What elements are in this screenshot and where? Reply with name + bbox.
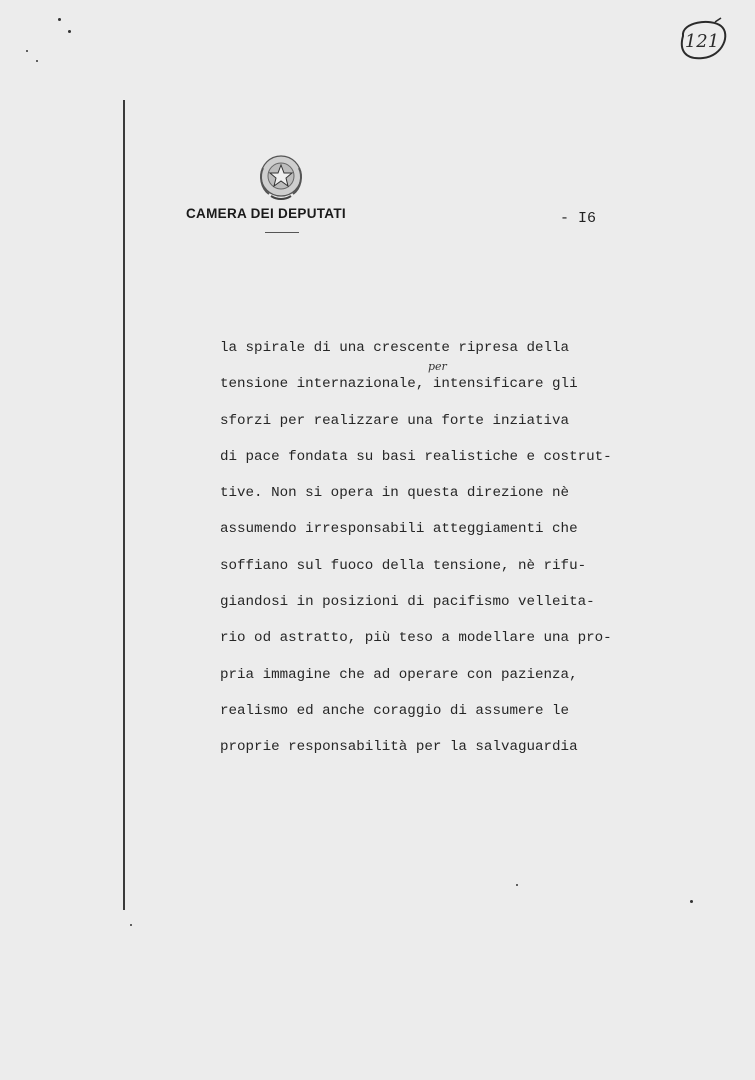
text-line: sforzi per realizzare una forte inziativa bbox=[220, 412, 570, 429]
text-line: assumendo irresponsabili atteggiamenti che bbox=[220, 521, 578, 538]
italian-republic-emblem-icon bbox=[255, 150, 307, 204]
typewritten-body bbox=[220, 330, 700, 766]
institution-heading: CAMERA DEI DEPUTATI bbox=[186, 206, 346, 221]
scan-speck bbox=[36, 60, 38, 62]
scan-speck bbox=[690, 900, 693, 903]
page-number: - I6 bbox=[560, 210, 597, 227]
handwritten-insertion: per bbox=[428, 360, 447, 373]
text-line: proprie responsabilità per la salvaguardia bbox=[220, 739, 578, 756]
text-line: soffiano sul fuoco della tensione, nè rifu- bbox=[220, 557, 587, 574]
scan-speck bbox=[26, 50, 28, 52]
text-line: di pace fondata su basi realistiche e costrut- bbox=[220, 448, 612, 465]
text-line: giandosi in posizioni di pacifismo velleita- bbox=[220, 594, 595, 611]
left-margin-line bbox=[123, 100, 125, 910]
scan-speck bbox=[516, 884, 518, 886]
text-line: pria immagine che ad operare con pazienza, bbox=[220, 666, 578, 683]
text-line: tive. Non si opera in questa direzione nè bbox=[220, 485, 570, 502]
scan-speck bbox=[68, 30, 71, 33]
text-line: rio od astratto, più teso a modellare una pro- bbox=[220, 630, 612, 647]
text-line: la spirale di una crescente ripresa della bbox=[220, 340, 570, 356]
scan-speck bbox=[58, 18, 61, 21]
text-line: tensione internazionale, intensificare gli bbox=[220, 376, 578, 393]
scan-speck bbox=[130, 924, 132, 926]
folio-stamp bbox=[675, 16, 729, 62]
svg-text:121: 121 bbox=[684, 31, 720, 52]
text-line: realismo ed anche coraggio di assumere le bbox=[220, 702, 570, 719]
heading-underline bbox=[265, 232, 299, 233]
folio-circle-icon bbox=[675, 16, 729, 62]
